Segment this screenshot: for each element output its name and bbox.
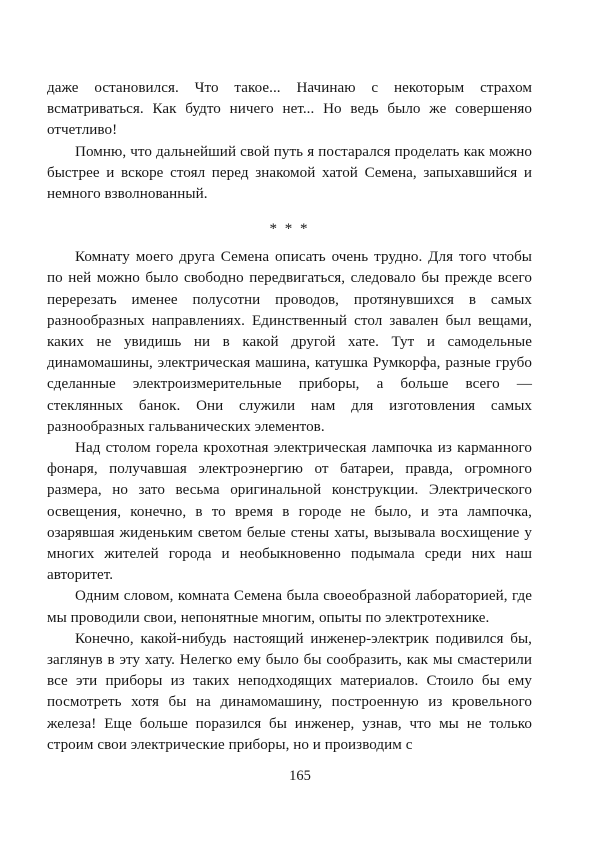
section-separator: * * * — [269, 221, 310, 238]
paragraph: Одним словом, комната Семена была своеобразной лабораторией, где мы проводили свои, непонятные многим, опыты по электротехнике. — [47, 588, 532, 626]
paragraph: Комнату моего друга Семена описать очень трудно. Для того чтобы по ней можно было свободно передвигаться, следовало бы прежде всего перерезать именее полусотни проводов, протянувшихся в самых разнообразных направлениях. Единственный стол завален был вещами, каких не увидишь ни в какой другой хате. Тут и самодельные динамомашины, электрическая машина, катушка Румкорфа, разные грубо сделанные электроизмерительные приборы, а больше всего — стеклянных банок. Они служили нам для изготовления самых разнообразных гальванических элементов. — [47, 249, 532, 435]
paragraph: Конечно, какой-нибудь настоящий инженер-электрик подивился бы, заглянув в эту хату. Нелегко ему было бы сообразить, как мы смастерили все эти приборы из таких неподходящих материалов. Стоило бы ему посмотреть хотя бы на динамомашину, построенную из кровельного железа! Еще больше поразился бы инженер, узнав, что мы не только строим свои электрические приборы, но и производим с — [47, 630, 532, 753]
paragraph: Над столом горела крохотная электрическая лампочка из карманного фонаря, получавшая электроэнергию от батареи, правда, огромного размера, но зато весьма оригинальной конструкции. Электрического освещения, конечно, в то время в городе не было, и эта лампочка, озарявшая жиденьким светом белые стены хаты, вызывала восхищение у многих жителей города и необыкновенно подымала среди них наш авторитет. — [47, 440, 532, 584]
paragraph-continuation: даже остановился. Что такое... Начинаю с некоторым страхом всматриваться. Как будто ничего нет... Но ведь было же совершеняо отчетливо! — [47, 80, 532, 139]
paragraph: Помню, что дальнейший свой путь я постарался проделать как можно быстрее и вскоре стоял перед знакомой хатой Семена, запыхавшийся и немного взволнованный. — [47, 143, 532, 203]
page-text-column — [47, 78, 532, 756]
page-number: 165 — [289, 768, 311, 784]
